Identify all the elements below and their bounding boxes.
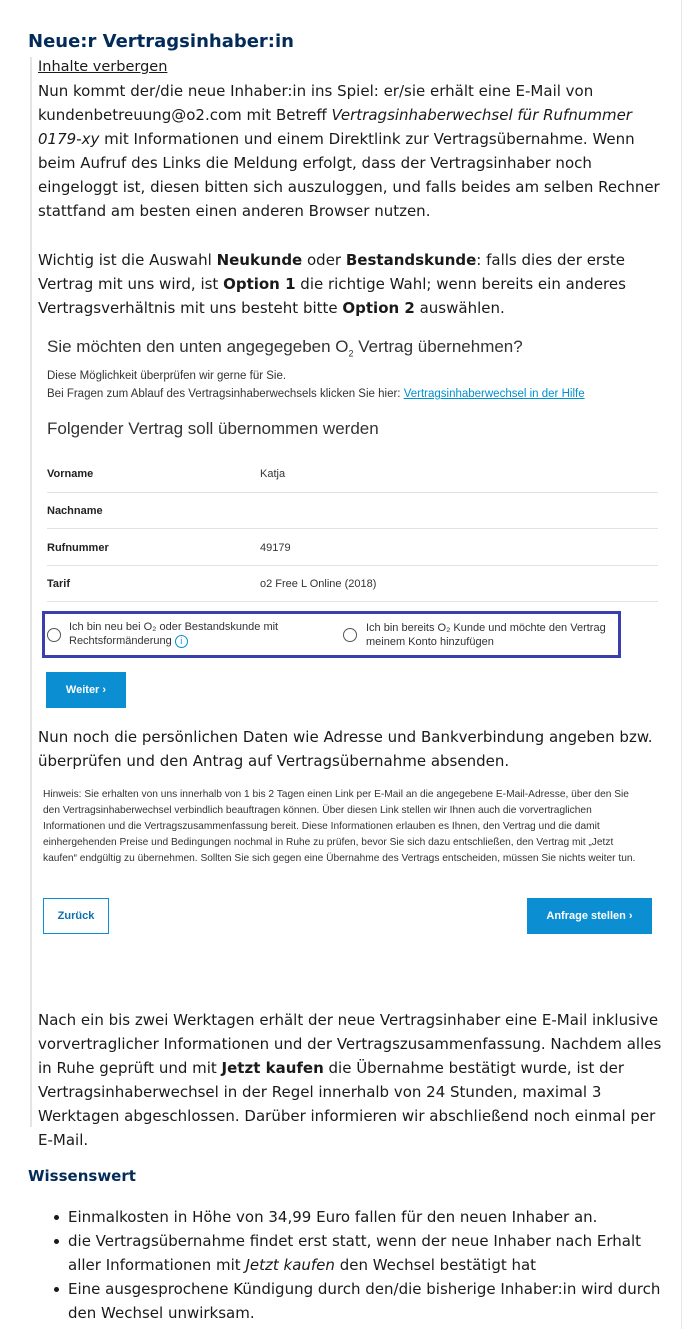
row-divider	[47, 528, 658, 529]
submit-request-button[interactable]: Anfrage stellen ›	[527, 898, 652, 934]
page-border	[681, 0, 682, 1329]
row-value-tarif: o2 Free L Online (2018)	[260, 578, 377, 590]
wissenswert-heading: Wissenswert	[28, 1167, 136, 1185]
closing-paragraph: Nach ein bis zwei Werktagen erhält der neue Vertragsinhaber eine E-Mail inklusive vorvertraglicher Informationen und der Vertragszusammenfassung. Nachdem alles in Ruhe geprüft und mit Jetzt kaufen die Übernahme bestätigt wurde, ist der Vertragsinhaberwechsel in der Regel innerhalb von 24 Stunden, maximal 3 Werktagen abgeschlossen. Darüber informieren wir abschließend noch einmal per E-Mail.	[38, 1011, 662, 1149]
personal-data-paragraph: Nun noch die persönlichen Daten wie Adresse und Bankverbindung angeben bzw. überprüfen und den Antrag auf Vertragsübernahme absenden.	[38, 728, 653, 770]
list-item: die Vertragsübernahme findet erst statt, wenn der neue Inhaber nach Erhalt aller Informationen mit Jetzt kaufen den Wechsel bestätigt hat	[50, 1229, 670, 1277]
hint-text: Hinweis: Sie erhalten von uns innerhalb von 1 bis 2 Tagen einen Link per E-Mail an die angegebene E-Mail-Adresse, über den Sie den Vertragsinhaberwechsel verbindlich beauftragen können. Über diesen Link stellen wir Ihnen auch die vorvertraglichen Informationen und die Vertragszusammenfassung bereit. Diese Informationen erlauben es Ihnen, den Vertrag und die damit einhergehenden Preise und Bedingungen nochmal in Ruhe zu prüfen, bevor Sie sich dazu entschließen, den Vertrag mit „Jetzt kaufen“ endgültig zu übernehmen. Sollten Sie sich gegen eine Übernahme des Vertrags entscheiden, müssen Sie nichts weiter tun.	[43, 789, 636, 864]
option1-radio[interactable]	[47, 628, 61, 642]
choice-paragraph: Wichtig ist die Auswahl Neukunde oder Bestandskunde: falls dies der erste Vertrag mit uns wird, ist Option 1 die richtige Wahl; wenn bereits ein anderes Vertragsverhältnis mit uns besteht bitte Option 2 auswählen.	[38, 251, 626, 317]
info-icon[interactable]: i	[175, 635, 188, 648]
wissenswert-list	[50, 1205, 670, 1325]
takeover-question: Sie möchten den unten angegegeben $O_2$ Vertrag übernehmen?	[47, 337, 523, 359]
row-label-vorname: Vorname	[47, 468, 94, 480]
contract-title: Folgender Vertrag soll übernommen werden	[47, 419, 379, 438]
row-value-vorname: Katja	[260, 468, 286, 480]
list-item: Einmalkosten in Höhe von 34,99 Euro fallen für den neuen Inhaber an.	[50, 1205, 670, 1229]
back-button[interactable]: Zurück	[43, 898, 109, 934]
help-line: Bei Fragen zum Ablauf des Vertragsinhaberwechsels klicken Sie hier: Vertragsinhaberwechsel in der Hilfe	[47, 388, 585, 400]
option2-label[interactable]: Ich bin bereits O₂ Kunde und möchte den Vertrag meinem Konto hinzufügen	[366, 622, 606, 648]
row-divider	[47, 565, 658, 566]
chevron-right-icon: ›	[102, 684, 107, 696]
option2-radio[interactable]	[343, 628, 357, 642]
row-label-rufnummer: Rufnummer	[47, 542, 109, 554]
help-link[interactable]: Vertragsinhaberwechsel in der Hilfe	[403, 388, 585, 400]
hide-content-toggle[interactable]: Inhalte verbergen	[38, 59, 168, 75]
row-label-nachname: Nachname	[47, 505, 103, 517]
section-heading: Neue:r Vertragsinhaber:in	[28, 31, 294, 52]
row-divider	[47, 601, 658, 602]
row-value-rufnummer: 49179	[260, 542, 291, 554]
list-item: Eine ausgesprochene Kündigung durch den/die bisherige Inhaber:in wird durch den Wechsel unwirksam.	[50, 1277, 670, 1325]
collapsible-indent-rule	[30, 57, 32, 1127]
intro-paragraph: Nun kommt der/die neue Inhaber:in ins Spiel: er/sie erhält eine E-Mail von kundenbetreuung@o2.com mit Betreff Vertragsinhaberwechsel für Rufnummer 0179-xy mit Informationen und einem Direktlink zur Vertragsübernahme. Wenn beim Aufruf des Links die Meldung erfolgt, dass der Vertragsinhaber noch eingeloggt ist, diesen bitten sich auszuloggen, und falls beides am selben Rechner stattfand am besten einen anderen Browser nutzen.	[38, 82, 660, 220]
chevron-right-icon: ›	[628, 910, 633, 922]
email-subject: Vertragsinhaberwechsel für Rufnummer 0179-xy	[38, 106, 632, 148]
row-label-tarif: Tarif	[47, 578, 71, 590]
next-button[interactable]: Weiter ›	[46, 672, 126, 708]
check-line: Diese Möglichkeit überprüfen wir gerne für Sie.	[47, 370, 287, 382]
row-divider	[47, 492, 658, 493]
option1-label[interactable]: Ich bin neu bei O₂ oder Bestandskunde mit Rechtsformänderung i	[69, 621, 279, 647]
